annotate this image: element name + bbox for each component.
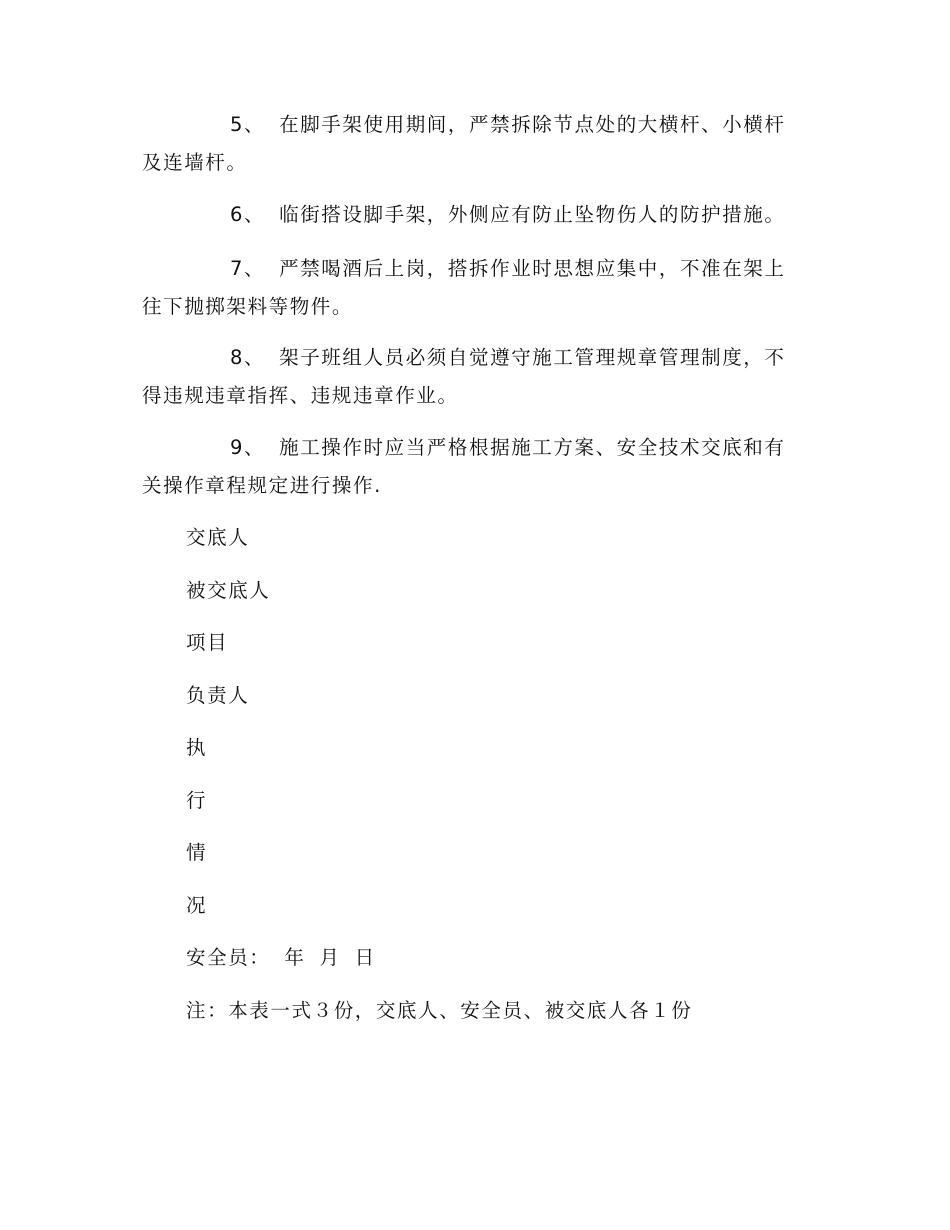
clause-number: 8、 xyxy=(230,346,266,369)
execution-label-2: 行 xyxy=(186,789,208,812)
year-label: 年 xyxy=(284,946,306,969)
disclosee-label: 被交底人 xyxy=(186,579,271,602)
clause-5 xyxy=(142,106,794,182)
project-label: 项目 xyxy=(186,631,229,654)
execution-label-3: 情 xyxy=(186,841,208,864)
clause-9 xyxy=(142,429,794,505)
clause-number: 5、 xyxy=(230,113,266,136)
safety-officer-line xyxy=(186,944,376,972)
month-label: 月 xyxy=(319,946,341,969)
clause-number: 9、 xyxy=(230,436,266,459)
clause-text: 架子班组人员必须自觉遵守施工管理规章管理制度，不得违规违章指挥、违规违章作业。 xyxy=(142,346,786,407)
clause-text: 严禁喝酒后上岗，搭拆作业时思想应集中，不准在架上往下抛掷架料等物件。 xyxy=(142,257,786,318)
execution-label-4: 况 xyxy=(186,894,208,917)
discloser-label: 交底人 xyxy=(186,526,250,549)
clause-text: 施工操作时应当严格根据施工方案、安全技术交底和有关操作章程规定进行操作. xyxy=(142,436,786,497)
safety-officer-label: 安全员： xyxy=(186,946,271,969)
clause-7 xyxy=(142,250,794,326)
clause-6 xyxy=(142,196,794,234)
clause-8 xyxy=(142,339,794,415)
footnote: 注：本表一式３份，交底人、安全员、被交底人各１份 xyxy=(186,999,693,1022)
day-label: 日 xyxy=(354,946,376,969)
leader-label: 负责人 xyxy=(186,684,250,707)
execution-label-1: 执 xyxy=(186,736,208,759)
clause-number: 6、 xyxy=(230,203,266,226)
clause-text: 临街搭设脚手架，外侧应有防止坠物伤人的防护措施。 xyxy=(279,203,786,226)
clause-text: 在脚手架使用期间，严禁拆除节点处的大横杆、小横杆及连墙杆。 xyxy=(142,113,786,174)
clause-number: 7、 xyxy=(230,257,266,280)
